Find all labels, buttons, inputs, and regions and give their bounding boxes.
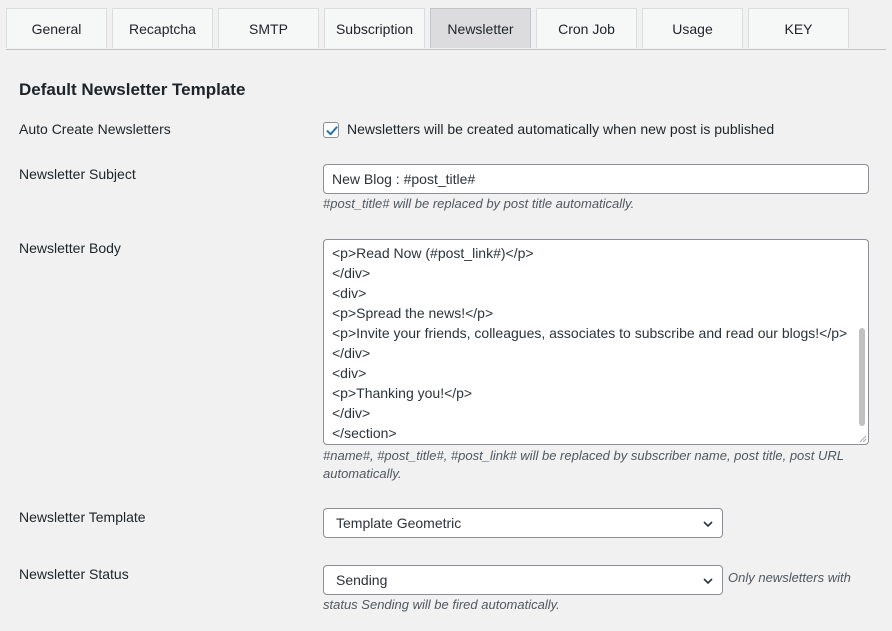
chevron-down-icon: [702, 518, 714, 530]
subject-label: Newsletter Subject: [19, 166, 136, 182]
tab-newsletter[interactable]: Newsletter: [430, 8, 531, 48]
resize-grip-icon[interactable]: [859, 435, 867, 443]
section-title: Default Newsletter Template: [19, 80, 246, 99]
body-line: <div>: [332, 285, 367, 301]
tab-general[interactable]: General: [6, 8, 107, 48]
body-line: <p>Thanking you!</p>: [332, 385, 473, 401]
chevron-down-icon: [702, 575, 714, 587]
body-textarea[interactable]: [323, 239, 869, 445]
status-note: Only newsletters with: [728, 570, 851, 585]
body-line: <p>Read Now (#post_link#)</p>: [332, 245, 534, 261]
subject-description: #post_title# will be replaced by post title automatically.: [323, 196, 635, 211]
template-select-value: Template Geometric: [336, 515, 462, 531]
tab-recaptcha[interactable]: Recaptcha: [112, 8, 213, 48]
body-line: </div>: [332, 265, 371, 281]
body-scrollbar[interactable]: [859, 328, 865, 426]
status-note-cont: status Sending will be fired automatically.: [323, 597, 560, 612]
template-label: Newsletter Template: [19, 509, 146, 525]
body-description: #name#, #post_title#, #post_link# will be replaced by subscriber name, post title, post URL: [323, 448, 845, 463]
body-line: <div>: [332, 365, 367, 381]
body-line: </div>: [332, 345, 371, 361]
settings-tab-bar: [6, 8, 886, 50]
checkmark-icon: [324, 123, 340, 139]
template-select[interactable]: [323, 508, 723, 538]
body-line: <p>Invite your friends, colleagues, associates to subscribe and read our blogs!</p>: [332, 325, 848, 341]
body-line: </div>: [332, 405, 371, 421]
tab-usage[interactable]: Usage: [642, 8, 743, 48]
status-select-value: Sending: [336, 572, 388, 588]
body-content: [332, 243, 847, 443]
auto-create-text: Newsletters will be created automatically when new post is published: [347, 121, 775, 137]
subject-input[interactable]: [323, 164, 869, 194]
tab-subscription[interactable]: Subscription: [324, 8, 425, 48]
tab-key[interactable]: KEY: [748, 8, 849, 48]
status-select[interactable]: [323, 565, 723, 595]
body-line: <p>Spread the news!</p>: [332, 305, 494, 321]
body-label: Newsletter Body: [19, 240, 121, 256]
status-label: Newsletter Status: [19, 566, 129, 582]
tab-cron-job[interactable]: Cron Job: [536, 8, 637, 48]
body-description-cont: automatically.: [323, 466, 402, 481]
auto-create-checkbox[interactable]: [323, 122, 339, 138]
auto-create-label: Auto Create Newsletters: [19, 121, 171, 137]
tab-smtp[interactable]: SMTP: [218, 8, 319, 48]
body-line: </section>: [332, 425, 397, 441]
